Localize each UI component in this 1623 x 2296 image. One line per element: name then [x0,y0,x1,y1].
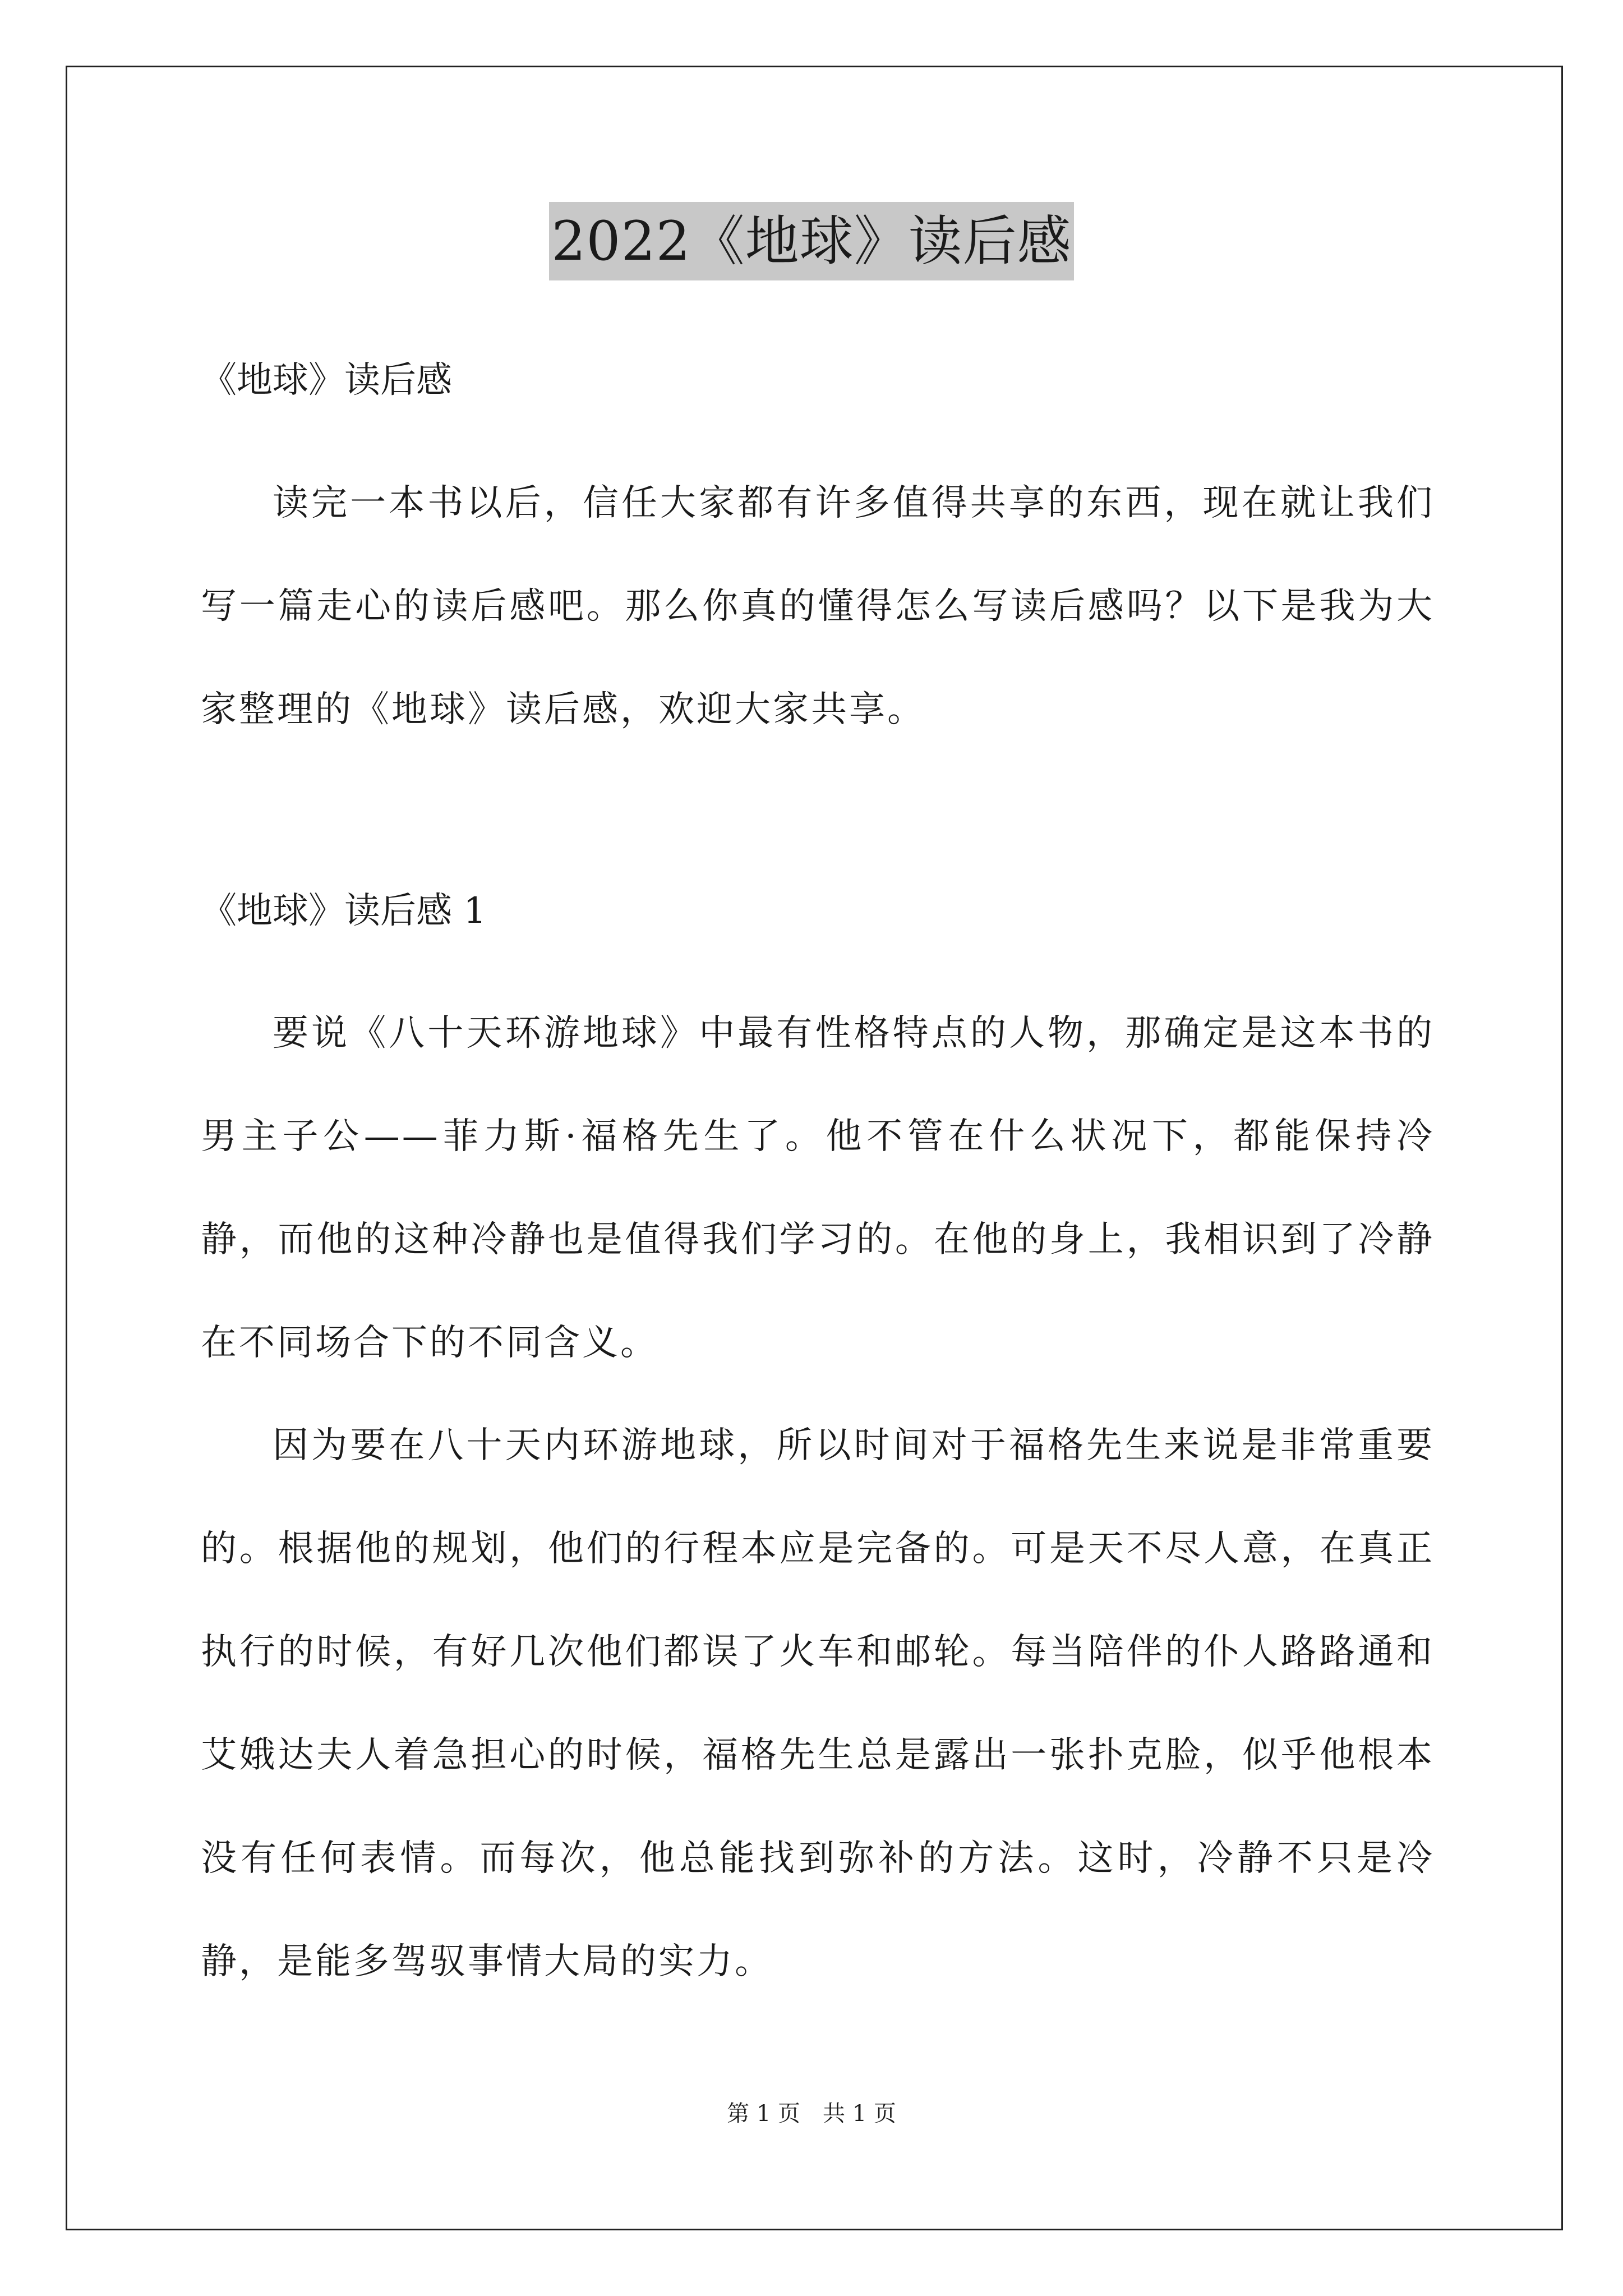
intro-paragraph: 读完一本书以后，信任大家都有许多值得共享的东西，现在就让我们写一篇走心的读后感吧。那么你真的懂得怎么写读后感吗？以下是我为大家整理的《地球》读后感，欢迎大家共享。 [201,482,1435,730]
intro-heading: 《地球》读后感 [201,360,452,401]
page-number-footer: 第 1 页 共 1 页 [727,2101,896,2127]
section1-paragraph-2: 因为要在八十天内环游地球，所以时间对于福格先生来说是非常重要的。根据他的规划，他们的行程本应是完备的。可是天不尽人意，在真正执行的时候，有好几次他们都误了火车和邮轮。每当陪伴的仆人路路通和艾娥达夫人着急担心的时候，福格先生总是露出一张扑克脸，似乎他根本没有任何表情。而每次，他总能找到弥补的方法。这时，冷静不只是冷静，是能多驾驭事情大局的实力。 [201,1425,1435,1982]
document-title: 2022《地球》读后感 [549,202,1073,280]
section1-heading: 《地球》读后感 1 [201,890,487,932]
section1-paragraph-1: 要说《八十天环游地球》中最有性格特点的人物，那确定是这本书的男主子公——菲力斯·福格先生了。他不管在什么状况下，都能保持冷静，而他的这种冷静也是值得我们学习的。在他的身上，我相识到了冷静在不同场合下的不同含义。 [201,1013,1435,1364]
title-container [0,202,1623,280]
